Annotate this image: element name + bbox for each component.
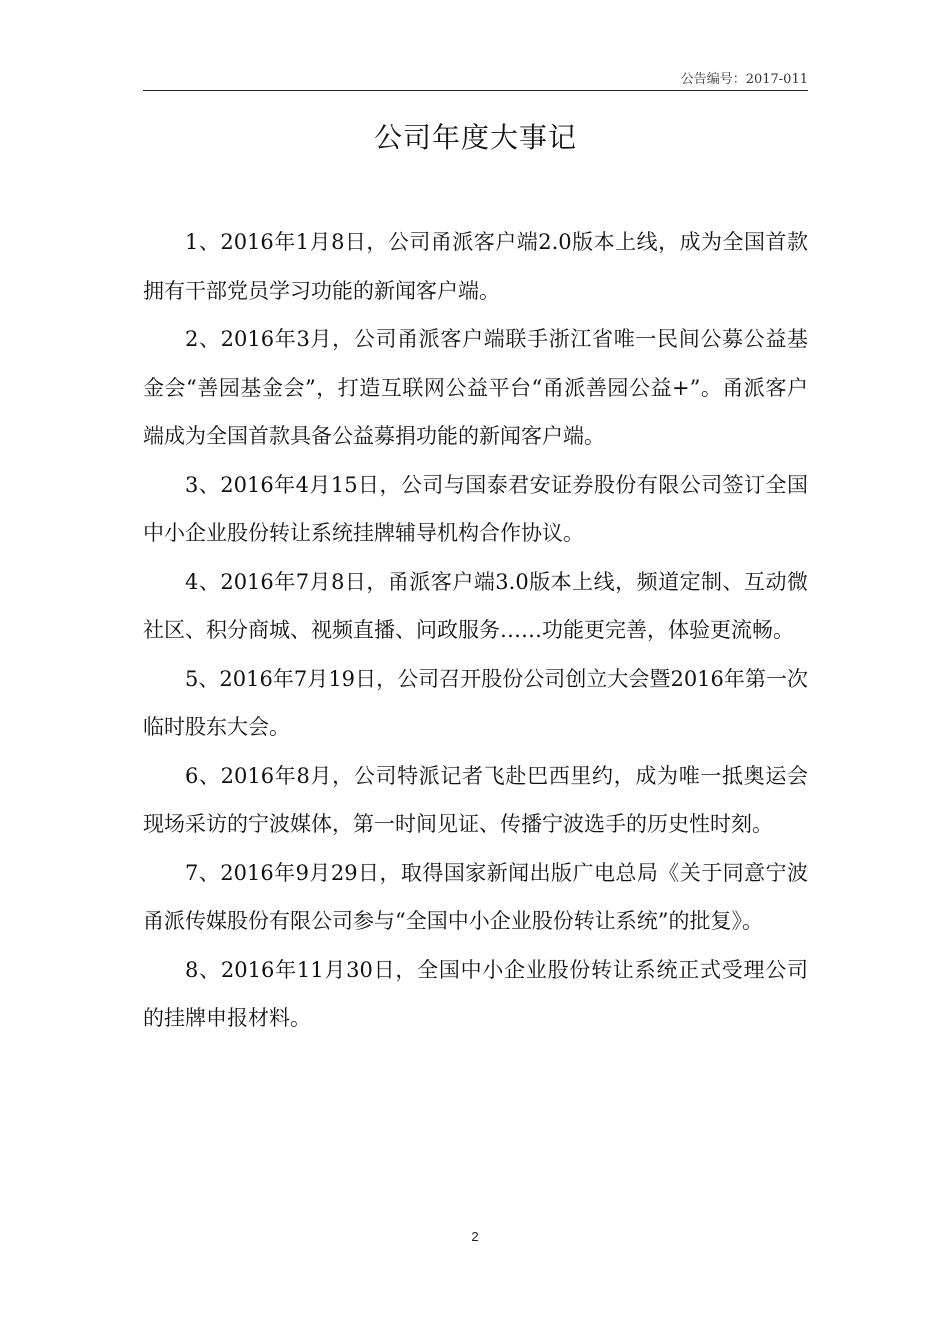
event-item: 3、2016年4月15日，公司与国泰君安证券股份有限公司签订全国中小企业股份转让系统挂牌辅导机构合作协议。 — [143, 472, 808, 545]
event-item: 1、2016年1月8日，公司甬派客户端2.0版本上线，成为全国首款拥有干部党员学习功能的新闻客户端。 — [143, 230, 808, 303]
event-item: 6、2016年8月，公司特派记者飞赴巴西里约，成为唯一抵奥运会现场采访的宁波媒体，第一时间见证、传播宁波选手的历史性时刻。 — [143, 763, 808, 836]
announcement-number: 公告编号：2017-011 — [680, 72, 808, 87]
event-item: 8、2016年11月30日，全国中小企业股份转让系统正式受理公司的挂牌申报材料。 — [143, 957, 808, 1030]
events-list — [143, 218, 808, 1043]
event-item: 4、2016年7月8日，甬派客户端3.0版本上线，频道定制、互动微社区、积分商城、视频直播、问政服务……功能更完善，体验更流畅。 — [143, 569, 808, 642]
page-number: 2 — [471, 1229, 479, 1244]
document-title: 公司年度大事记 — [373, 121, 577, 154]
event-item: 5、2016年7月19日，公司召开股份公司创立大会暨2016年第一次临时股东大会。 — [143, 666, 808, 739]
page-header — [143, 66, 808, 91]
event-item: 2、2016年3月，公司甬派客户端联手浙江省唯一民间公募公益基金会“善园基金会”，打造互联网公益平台“甬派善园公益+”。甬派客户端成为全国首款具备公益募捐功能的新闻客户端。 — [143, 327, 808, 448]
event-item: 7、2016年9月29日，取得国家新闻出版广电总局《关于同意宁波甬派传媒股份有限公司参与“全国中小企业股份转让系统”的批复》。 — [143, 860, 808, 933]
